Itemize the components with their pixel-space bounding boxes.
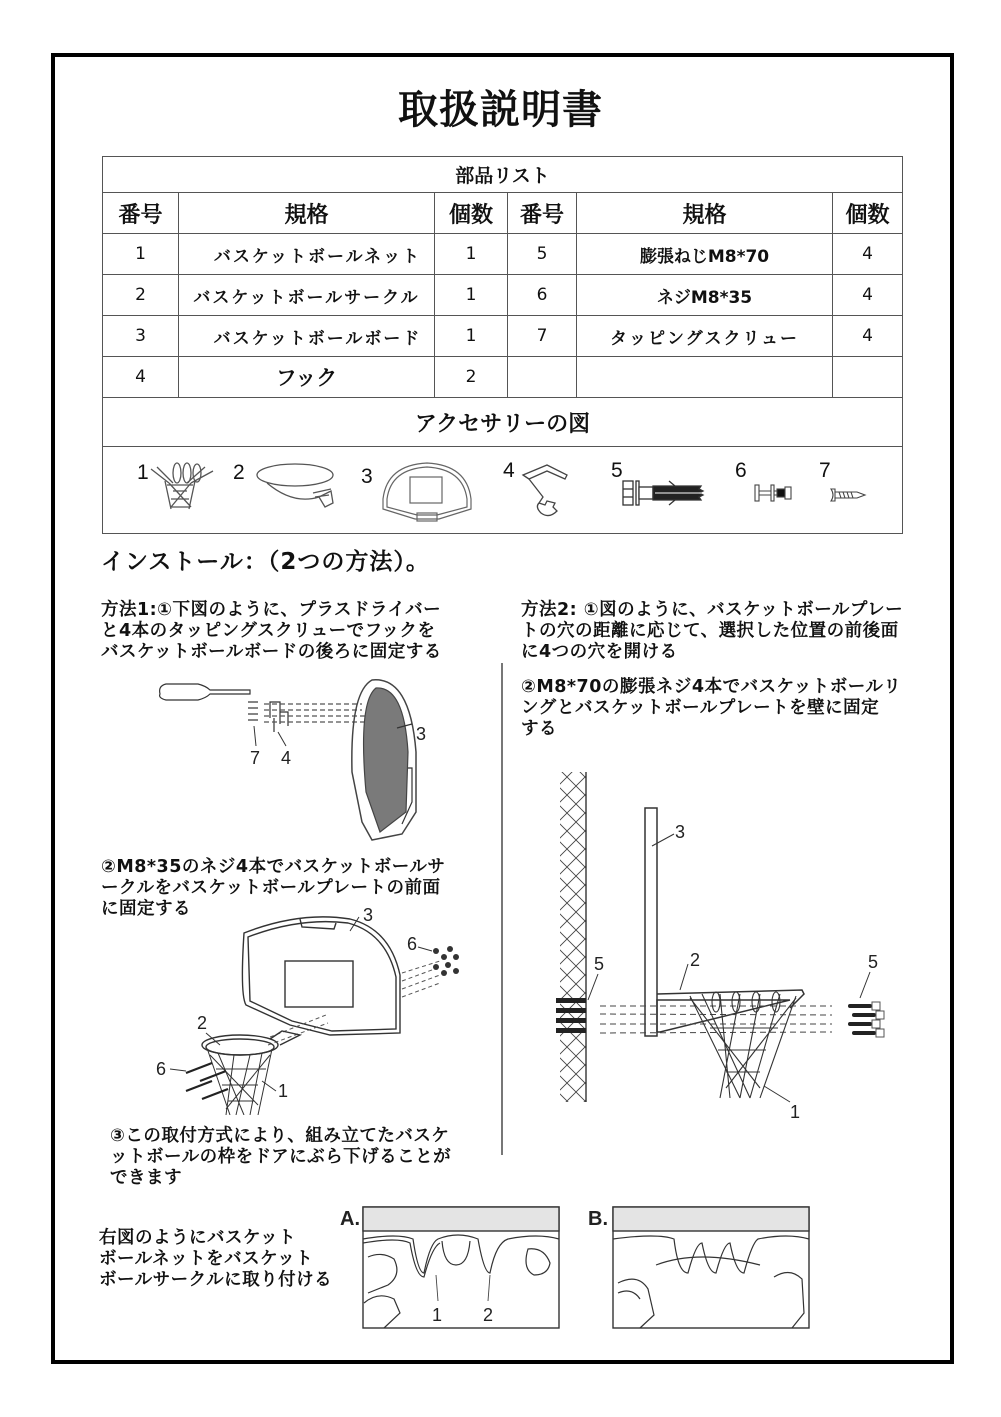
callout-3: 3 bbox=[675, 822, 686, 842]
figure-hook-mounting bbox=[140, 672, 460, 842]
accessory-label: 7 bbox=[819, 459, 831, 482]
text-line: ングとバスケットボールプレートを壁に固定 bbox=[521, 698, 880, 718]
table-row bbox=[103, 357, 903, 398]
accessory-label: 5 bbox=[611, 459, 623, 482]
table-row bbox=[103, 275, 903, 316]
backboard-front bbox=[242, 917, 400, 1035]
accessory-label: 2 bbox=[233, 461, 245, 484]
wall bbox=[560, 772, 586, 1102]
empty-cell bbox=[577, 357, 833, 398]
part-qty: 1 bbox=[435, 234, 508, 275]
text-line: 方法1:①下図のように、プラスドライバー bbox=[101, 600, 442, 620]
figure-net-attach-b bbox=[588, 1203, 818, 1333]
accessory-label: 4 bbox=[503, 459, 515, 482]
column-divider bbox=[501, 663, 503, 1155]
callout-6: 6 bbox=[156, 1059, 167, 1079]
accessory-label: 1 bbox=[137, 461, 149, 484]
part-number: 5 bbox=[508, 234, 577, 275]
callout-2: 2 bbox=[690, 950, 701, 970]
header-spec: 規格 bbox=[577, 193, 833, 234]
text-line: ットボールの枠をドアにぶら下げることが bbox=[110, 1147, 452, 1167]
callout-3: 3 bbox=[363, 905, 374, 925]
text-line: に固定する bbox=[101, 899, 191, 919]
text-line: に4つの穴を開ける bbox=[521, 642, 678, 662]
part-spec: タッピングスクリュー bbox=[577, 316, 833, 357]
empty-cell bbox=[508, 357, 577, 398]
callout-3: 3 bbox=[416, 724, 427, 744]
panel-b-label: B. bbox=[588, 1208, 608, 1230]
callout-5: 5 bbox=[868, 952, 879, 972]
callout-1: 1 bbox=[790, 1102, 801, 1122]
part-number: 1 bbox=[103, 234, 179, 275]
callout-4: 4 bbox=[281, 748, 292, 768]
callout-6: 6 bbox=[407, 934, 418, 954]
backboard-icon bbox=[377, 459, 477, 525]
text-line: と4本のタッピングスクリューでフックを bbox=[101, 621, 436, 641]
part-number: 6 bbox=[508, 275, 577, 316]
text-line: ボールサークルに取り付ける bbox=[99, 1270, 333, 1290]
bolt-icon bbox=[753, 481, 799, 507]
part-qty: 1 bbox=[435, 275, 508, 316]
install-heading: インストール：（2つの方法）。 bbox=[101, 549, 430, 575]
part-qty: 4 bbox=[833, 234, 903, 275]
header-number: 番号 bbox=[508, 193, 577, 234]
part-spec: バスケットボールネット bbox=[179, 234, 435, 275]
accessory-caption: アクセサリーの図 bbox=[103, 398, 903, 447]
parts-table bbox=[102, 156, 903, 534]
callout-2: 2 bbox=[197, 1013, 208, 1033]
part-number: 7 bbox=[508, 316, 577, 357]
figure-rim-mounting bbox=[150, 905, 470, 1115]
part-spec: フック bbox=[179, 357, 435, 398]
callout-7: 7 bbox=[250, 748, 261, 768]
basketball-net-icon bbox=[147, 461, 227, 521]
part-number: 3 bbox=[103, 316, 179, 357]
empty-cell bbox=[833, 357, 903, 398]
header-qty: 個数 bbox=[833, 193, 903, 234]
basketball-rim-icon bbox=[253, 461, 353, 511]
table-row bbox=[103, 234, 903, 275]
expansion-bolt-icon bbox=[619, 475, 715, 515]
header-spec: 規格 bbox=[179, 193, 435, 234]
method1-step1 bbox=[101, 600, 442, 663]
text-line: ②M8*70の膨張ネジ4本でバスケットボールリ bbox=[521, 677, 902, 697]
part-number: 4 bbox=[103, 357, 179, 398]
callout-1: 1 bbox=[432, 1305, 443, 1325]
header-number: 番号 bbox=[103, 193, 179, 234]
callout-1: 1 bbox=[278, 1081, 289, 1101]
text-line: バスケットボールボードの後ろに固定する bbox=[101, 642, 442, 662]
callout-2: 2 bbox=[483, 1305, 494, 1325]
part-qty: 1 bbox=[435, 316, 508, 357]
text-line: トの穴の距離に応じて、選択した位置の前後面 bbox=[521, 621, 899, 641]
net-attach-instruction bbox=[99, 1228, 332, 1291]
accessory-figure-row bbox=[103, 447, 903, 534]
part-qty: 2 bbox=[435, 357, 508, 398]
part-number: 2 bbox=[103, 275, 179, 316]
backboard-side bbox=[645, 808, 657, 1036]
text-line: ②M8*35のネジ4本でバスケットボールサ bbox=[101, 857, 446, 877]
panel-a-label: A. bbox=[340, 1208, 360, 1230]
method2-step1 bbox=[521, 600, 903, 663]
text-line: できます bbox=[110, 1168, 182, 1188]
figure-wall-mounting bbox=[540, 768, 920, 1128]
part-spec: バスケットボールサークル bbox=[179, 275, 435, 316]
text-line: 右図のようにバスケット bbox=[99, 1228, 297, 1248]
accessory-label: 3 bbox=[361, 465, 373, 488]
part-qty: 4 bbox=[833, 275, 903, 316]
tapping-screw-icon bbox=[829, 485, 869, 505]
document-title: 取扱説明書 bbox=[398, 87, 603, 133]
tapping-screws bbox=[248, 702, 258, 720]
text-line: ③この取付方式により、組み立てたバスケ bbox=[110, 1126, 450, 1146]
hook-part bbox=[270, 702, 288, 732]
accessory-label: 6 bbox=[735, 459, 747, 482]
screwdriver-icon bbox=[160, 684, 250, 700]
hook-icon bbox=[517, 461, 577, 523]
part-qty: 4 bbox=[833, 316, 903, 357]
figure-net-attach-a bbox=[338, 1203, 568, 1333]
callout-5: 5 bbox=[594, 954, 605, 974]
parts-list-caption: 部品リスト bbox=[103, 157, 903, 193]
text-line: する bbox=[521, 719, 557, 739]
text-line: ボールネットをバスケット bbox=[99, 1249, 314, 1269]
method1-step3 bbox=[110, 1126, 451, 1189]
header-qty: 個数 bbox=[435, 193, 508, 234]
table-row bbox=[103, 316, 903, 357]
text-line: 方法2: ①図のように、バスケットボールプレー bbox=[521, 600, 904, 620]
method2-step2 bbox=[521, 677, 901, 740]
text-line: ークルをバスケットボールプレートの前面 bbox=[101, 878, 441, 898]
part-spec: ネジM8*35 bbox=[577, 275, 833, 316]
part-spec: 膨張ねじM8*70 bbox=[577, 234, 833, 275]
part-spec: バスケットボールボード bbox=[179, 316, 435, 357]
